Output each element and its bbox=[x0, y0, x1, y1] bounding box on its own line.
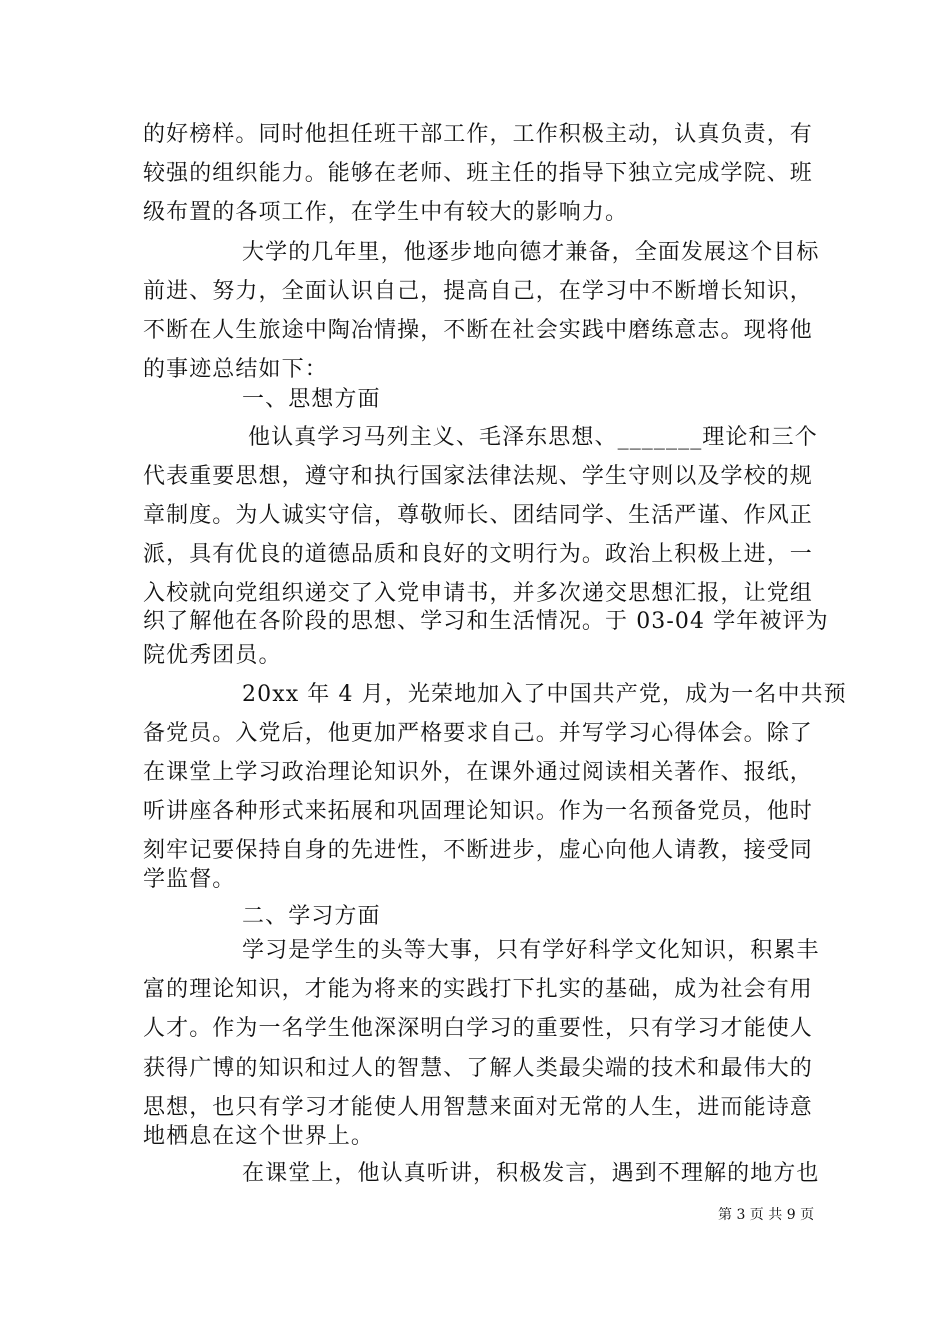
text-line: 派，具有优良的道德品质和良好的文明行为。政治上积极上进，一 bbox=[143, 542, 813, 567]
paragraph-start-line: 学习是学生的头等大事，只有学好科学文化知识，积累丰 bbox=[242, 938, 820, 963]
text-line: 地栖息在这个世界上。 bbox=[143, 1124, 375, 1149]
text-line: 富的理论知识，才能为将来的实践打下扎实的基础，成为社会有用 bbox=[143, 977, 813, 1002]
paragraph-start-line: 20xx 年 4 月，光荣地加入了中国共产党，成为一名中共预 bbox=[242, 682, 847, 707]
text-line: 不断在人生旅途中陶冶情操，不断在社会实践中磨练意志。现将他 bbox=[143, 318, 813, 343]
text-line: 思想，也只有学习才能使人用智慧来面对无常的人生，进而能诗意 bbox=[143, 1095, 813, 1120]
text-line: 学监督。 bbox=[143, 867, 236, 892]
text-line: 级布置的各项工作，在学生中有较大的影响力。 bbox=[143, 200, 629, 225]
page-number: 第 3 页 共 9 页 bbox=[718, 1207, 815, 1223]
text-line: 人才。作为一名学生他深深明白学习的重要性，只有学习才能使人 bbox=[143, 1016, 813, 1041]
section-heading: 一、思想方面 bbox=[242, 387, 381, 412]
text-line: 备党员。入党后，他更加严格要求自己。并写学习心得体会。除了 bbox=[143, 721, 813, 746]
paragraph-start-line: 他认真学习马列主义、毛泽东思想、_______理论和三个 bbox=[248, 425, 818, 450]
text-line: 的好榜样。同时他担任班干部工作，工作积极主动，认真负责，有 bbox=[143, 122, 813, 147]
text-line: 的事迹总结如下： bbox=[143, 357, 328, 382]
text-line: 较强的组织能力。能够在老师、班主任的指导下独立完成学院、班 bbox=[143, 161, 813, 186]
text-line: 章制度。为人诚实守信，尊敬师长、团结同学、生活严谨、作风正 bbox=[143, 503, 813, 528]
text-line: 代表重要思想，遵守和执行国家法律法规、学生守则以及学校的规 bbox=[143, 464, 813, 489]
text-line: 院优秀团员。 bbox=[143, 643, 282, 668]
text-line: 刻牢记要保持自身的先进性，不断进步，虚心向他人请教，接受同 bbox=[143, 838, 813, 863]
text-line: 听讲座各种形式来拓展和巩固理论知识。作为一名预备党员，他时 bbox=[143, 799, 813, 824]
paragraph-start-line: 大学的几年里，他逐步地向德才兼备，全面发展这个目标 bbox=[242, 240, 820, 265]
section-heading: 二、学习方面 bbox=[242, 904, 381, 929]
text-line: 前进、努力，全面认识自己，提高自己，在学习中不断增长知识， bbox=[143, 279, 813, 304]
text-line: 在课堂上学习政治理论知识外，在课外通过阅读相关著作、报纸， bbox=[143, 760, 813, 785]
text-line: 入校就向党组织递交了入党申请书，并多次递交思想汇报，让党组 bbox=[143, 581, 813, 606]
text-line: 获得广博的知识和过人的智慧、了解人类最尖端的技术和最伟大的 bbox=[143, 1056, 813, 1081]
paragraph-start-line: 在课堂上，他认真听讲，积极发言，遇到不理解的地方也 bbox=[242, 1161, 820, 1186]
text-line: 织了解他在各阶段的思想、学习和生活情况。于 03-04 学年被评为 bbox=[143, 609, 829, 634]
